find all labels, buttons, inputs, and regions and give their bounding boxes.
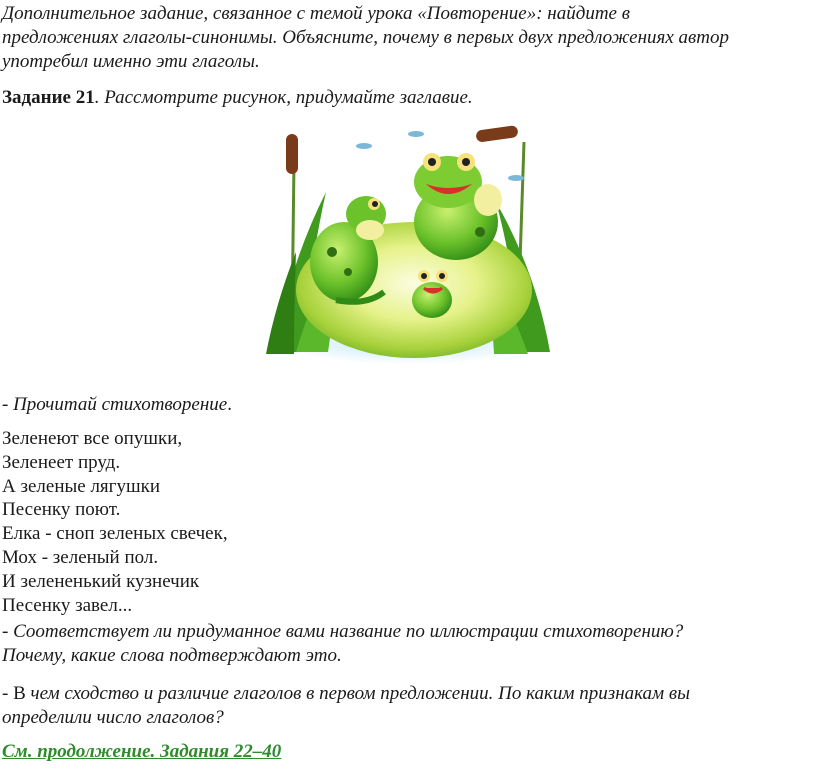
question-1-line-2: Почему, какие слова подтверждают это. <box>2 645 342 666</box>
poem-line: Песенку завел... <box>2 594 133 616</box>
task-21-label: Задание 21 <box>2 87 95 108</box>
question-1-line-1 <box>2 620 683 644</box>
continuation-link[interactable]: См. продолжение. Задания 22–40 <box>2 741 282 762</box>
read-prompt-dash: - <box>2 394 14 415</box>
intro-line-1: Дополнительное задание, связанное с темой урока «Повторение»: найдите в <box>2 3 630 24</box>
poem <box>2 427 228 617</box>
poem-line: Песенку поют. <box>2 499 121 521</box>
read-prompt <box>2 393 232 417</box>
question-1-text: Соответствует ли придуманное вами название по иллюстрации стихотворению? <box>13 621 684 642</box>
poem-line: Мох - зеленый пол. <box>2 546 159 568</box>
task-21-heading <box>2 86 473 110</box>
frogs-on-hummock-illustration <box>266 122 550 368</box>
read-prompt-text: Прочитай стихотворение <box>13 394 228 415</box>
poem-line: Зеленеют все опушки, <box>2 428 183 449</box>
poem-line: А зеленые лягушки <box>2 475 160 497</box>
question-2-line-2: определили число глаголов? <box>2 707 224 728</box>
question-2-line-1 <box>2 682 690 706</box>
poem-line: Елка - сноп зеленых свечек, <box>2 523 228 545</box>
poem-line: Зеленеет пруд. <box>2 451 121 473</box>
question-1-dash: - <box>2 621 14 642</box>
intro-line-2: предложениях глаголы-синонимы. Объясните, почему в первых двух предложениях автор <box>2 27 729 48</box>
intro-line-3: употребил именно эти глаголы. <box>2 51 260 72</box>
read-prompt-dot: . <box>227 394 232 415</box>
poem-line: И зелененький кузнечик <box>2 570 200 592</box>
question-2-prefix: - В <box>2 683 31 704</box>
question-2-text: чем сходство и различие глаголов в первом предложении. По каким признакам вы <box>30 683 691 704</box>
task-21-text: . Рассмотрите рисунок, придумайте заглавие. <box>94 87 473 108</box>
